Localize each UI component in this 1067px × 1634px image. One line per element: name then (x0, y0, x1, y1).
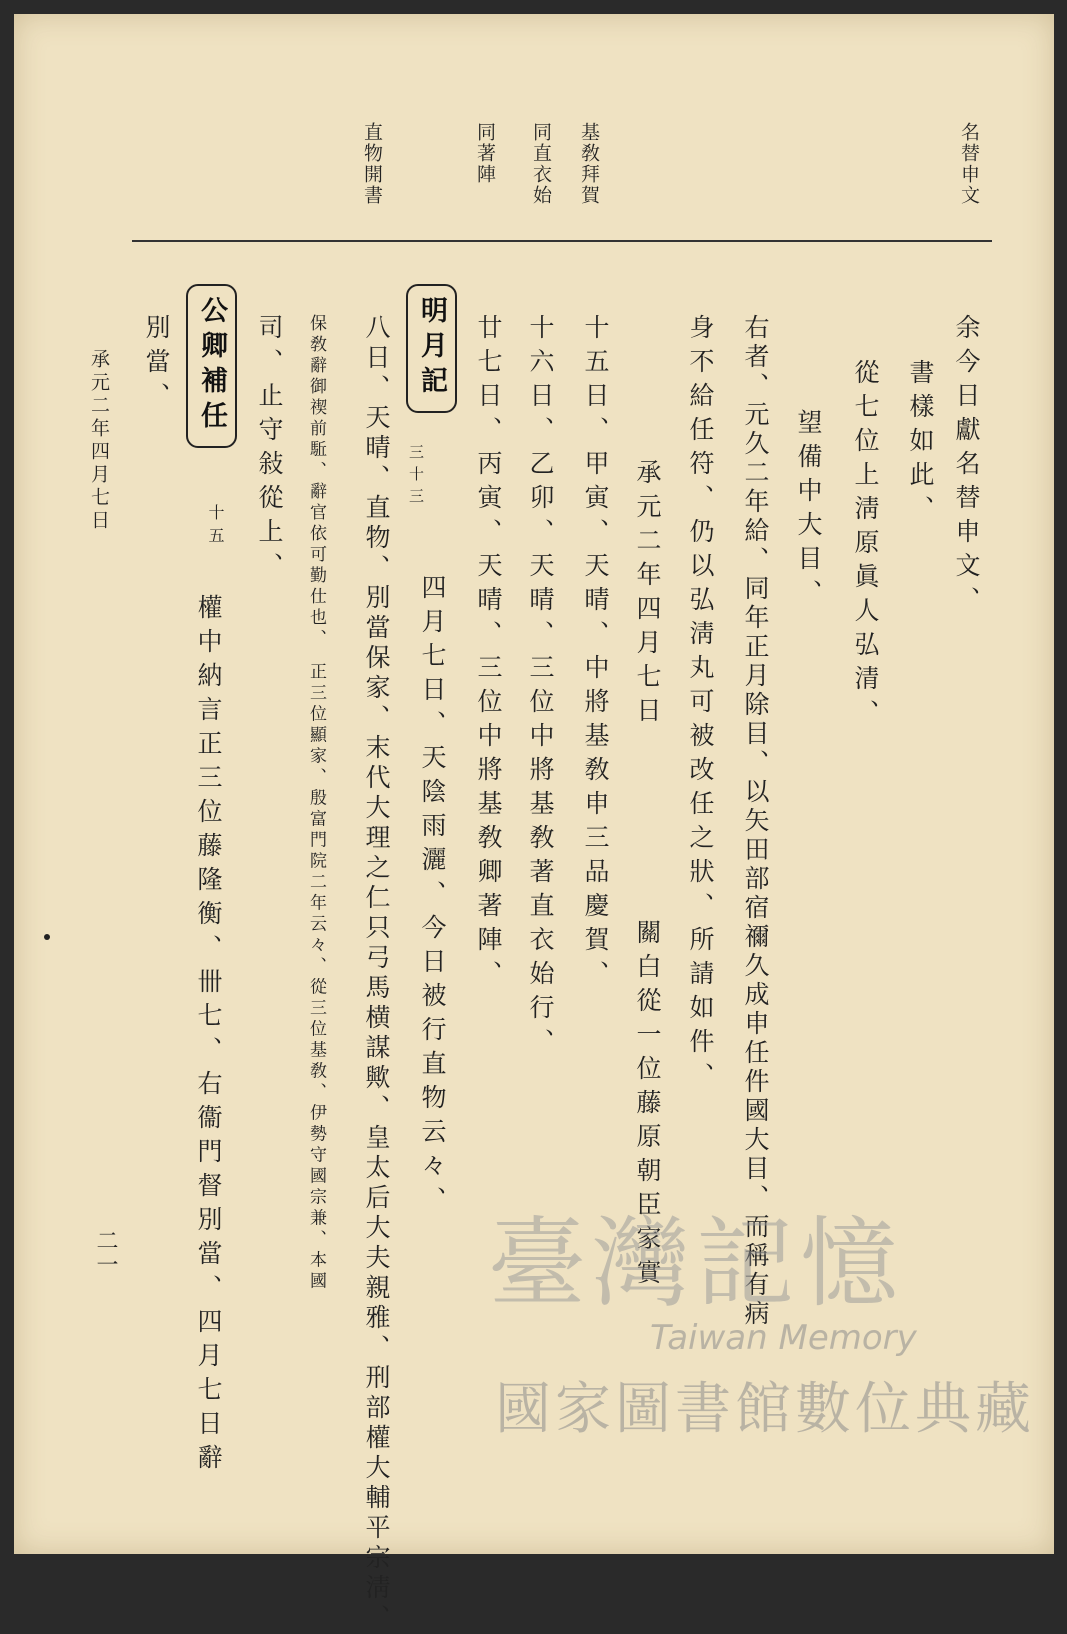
text-column-10: 廿七日、丙寅、天晴、三位中將基敎卿著陣、 (474, 314, 503, 994)
text-column-11: 四月七日、天陰雨灑、今日被行直物云々、 (418, 574, 447, 1220)
text-column-16: 別當、 (142, 314, 171, 416)
running-date: 承元二年四月七日 (88, 349, 110, 533)
header-rule (132, 240, 992, 242)
header-item-2: 同直衣始 (530, 122, 552, 206)
watermark-logo-text: 臺灣記憶 (488, 1207, 905, 1321)
page-number: 二一 (93, 1229, 118, 1277)
text-column-3: 從七位上淸原眞人弘清、 (851, 359, 880, 733)
watermark-organization: 國家圖書館數位典藏 (495, 1377, 1035, 1442)
text-column-6: 身不給任符、仍以弘淸丸可被改任之狀、所請如件、 (686, 314, 715, 1096)
text-column-4: 望備中大目、 (794, 409, 823, 613)
text-column-8: 十五日、甲寅、天晴、中將基敎申三品慶賀、 (581, 314, 610, 994)
header-title: 名替申文 (958, 122, 980, 206)
source-label-kugyo-bunin: 公卿補任 (186, 284, 237, 448)
text-column-15: 權中納言正三位藤隆衡、卌七、右衞門督別當、四月七日辭 (194, 594, 223, 1478)
text-column-7-date: 承元二年四月七日 (633, 459, 662, 731)
source-label-meigetsuki: 明月記 (406, 284, 457, 413)
text-column-7-signature: 關白從一位藤原朝臣家實 (633, 919, 662, 1293)
text-column-13: 保敎辭御禊前駈、辭官依可勤仕也、 正三位顯家、殷富門院二年云々、從三位基敎、伊勢守國宗兼、本國 (306, 314, 326, 1293)
text-column-14: 司、止守敍從上、 (255, 314, 284, 586)
text-column-1: 余今日獻名替申文、 (952, 314, 981, 620)
header-item-1: 基敎拜賀 (578, 122, 600, 206)
header-item-3: 同著陣 (474, 122, 496, 185)
text-column-5: 右者、元久二年給、同年正月除目、以矢田部宿禰久成申任件國大目、而稱有病 (741, 314, 770, 1329)
source-volume-number-2: 十五 (206, 504, 225, 550)
text-column-12: 八日、天晴、直物、別當保家、末代大理之仁只弓馬横謀歟、皇太后大夫親雅、刑部權大輔平宗淸、 (362, 314, 391, 1634)
text-column-9: 十六日、乙卯、天晴、三位中將基敎著直衣始行、 (526, 314, 555, 1062)
ink-spot (44, 934, 50, 940)
header-item-4: 直物開書 (361, 122, 383, 206)
text-column-2: 書樣如此、 (906, 359, 935, 529)
source-volume-number: 三十三 (407, 444, 425, 510)
watermark-english: Taiwan Memory (650, 1318, 917, 1358)
